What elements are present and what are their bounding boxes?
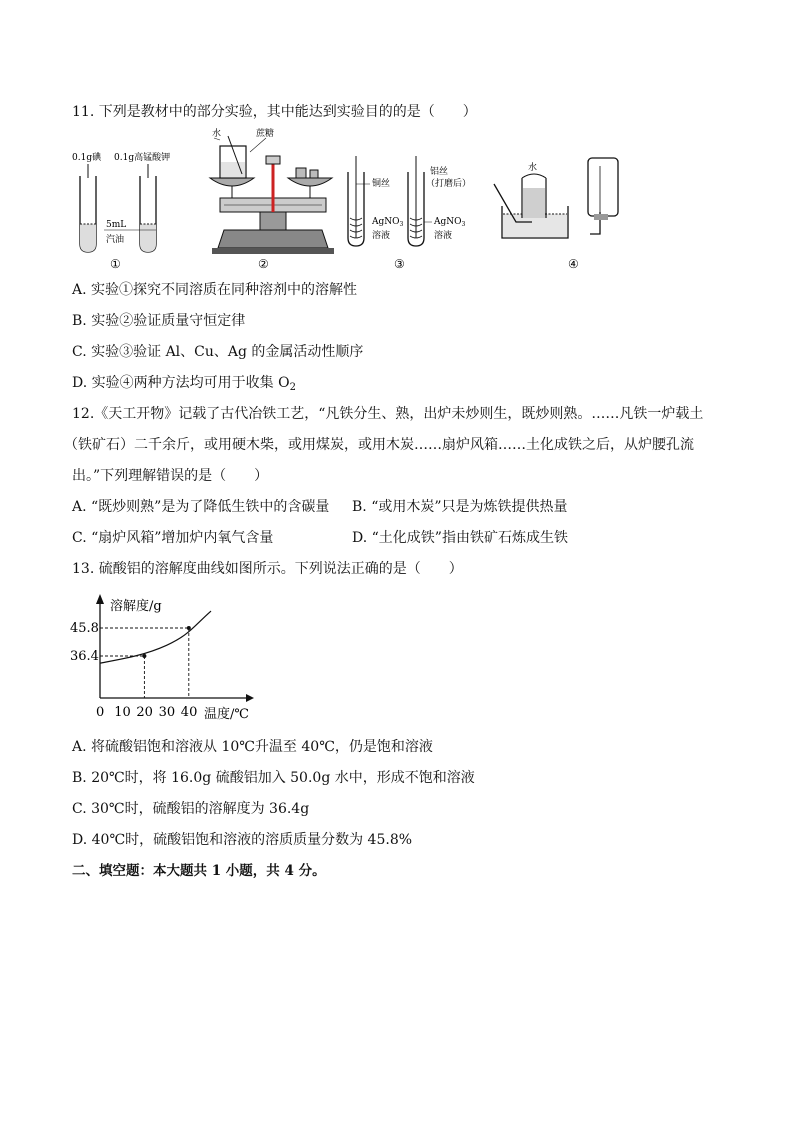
q11-option-a[interactable]: A. 实验①探究不同溶质在同种溶剂中的溶解性 — [72, 282, 358, 298]
exp2-label-a: 水 — [212, 129, 222, 139]
exp4-label-water: 水 — [528, 163, 538, 173]
q12-option-c[interactable]: C. “扇炉风箱”增加炉内氧气含量 — [72, 530, 274, 546]
q13-stem: 13. 硫酸铝的溶解度曲线如图所示。下列说法正确的是（ ） — [72, 561, 463, 577]
solubility-chart — [70, 590, 270, 725]
exp1-label-b: 0.1g高锰酸钾 — [114, 153, 171, 163]
q13-option-c[interactable]: C. 30℃时，硫酸铝的溶解度为 36.4g — [72, 801, 310, 817]
q12-stem-line1: 12.《天工开物》记载了古代冶铁工艺，“凡铁分生、熟，出炉未炒则生，既炒则熟。……凡铁一炉载土 — [72, 406, 704, 422]
q12-option-d[interactable]: D. “土化成铁”指由铁矿石炼成生铁 — [352, 530, 568, 546]
exp4-figure — [494, 158, 618, 271]
exp2-label-b: 蔗糖 — [256, 129, 275, 139]
exp1-label-d: 汽油 — [106, 235, 125, 245]
exp2-figure — [210, 127, 334, 271]
exp4-number: ④ — [568, 257, 579, 271]
q11-option-b[interactable]: B. 实验②验证质量守恒定律 — [72, 313, 246, 329]
x-tick-label-30: 30 — [158, 705, 176, 720]
exp2-number: ② — [258, 257, 269, 271]
exp3-agno3-a: AgNO$_3$ — [372, 217, 404, 228]
x-tick-label-0: 0 — [96, 705, 105, 720]
exp3-label-al2: （打磨后） — [426, 179, 472, 189]
exp3-agno3-b: AgNO$_3$ — [434, 217, 466, 228]
exp1-label-c: 5mL — [106, 220, 127, 230]
q13-option-d[interactable]: D. 40℃时，硫酸铝饱和溶液的溶质质量分数为 45.8% — [72, 832, 413, 848]
q12-option-a[interactable]: A. “既炒则熟”是为了降低生铁中的含碳量 — [72, 499, 330, 515]
x-tick-label-10: 10 — [114, 705, 131, 720]
exp3-sol-a: 溶液 — [372, 231, 391, 241]
q11-stem: 11. 下列是教材中的部分实验，其中能达到实验目的的是（ ） — [72, 104, 477, 120]
solubility-curve — [100, 611, 211, 663]
y-axis-label: 溶解度/g — [110, 599, 162, 614]
exp3-sol-b: 溶液 — [434, 231, 453, 241]
y-axis-arrow — [96, 594, 104, 604]
exp3-number: ③ — [394, 257, 405, 271]
exp1-figure — [72, 151, 170, 271]
x-tick-label-40: 40 — [180, 705, 198, 720]
data-point-40 — [187, 626, 191, 630]
y-tick-label-36.4: 36.4 — [70, 649, 99, 664]
exp3-label-cu: 铜丝 — [372, 179, 391, 189]
x-axis-label: 温度/℃ — [204, 707, 249, 722]
section-2-heading: 二、填空题：本大题共 1 小题，共 4 分。 — [72, 863, 326, 879]
exp3-figure — [348, 156, 471, 271]
y-tick-label-45.8: 45.8 — [70, 621, 99, 636]
q11-option-d[interactable]: D. 实验④两种方法均可用于收集 $O_2$ — [72, 375, 296, 393]
q12-stem-line2: （铁矿石）二千余斤，或用硬木柴，或用煤炭，或用木炭……扇炉风箱……土化成铁之后，从炉腰孔流 — [64, 437, 694, 453]
data-point-20 — [142, 654, 146, 658]
q13-option-b[interactable]: B. 20℃时，将 16.0g 硫酸铝加入 50.0g 水中，形成不饱和溶液 — [72, 770, 475, 786]
x-axis-arrow — [246, 694, 254, 702]
exp1-label-a: 0.1g碘 — [72, 153, 102, 163]
q11-figure — [70, 126, 630, 276]
q11-option-c[interactable]: C. 实验③验证 Al、Cu、Ag 的金属活动性顺序 — [72, 344, 364, 360]
x-tick-label-20: 20 — [136, 705, 153, 720]
q12-option-b[interactable]: B. “或用木炭”只是为炼铁提供热量 — [352, 499, 568, 515]
q13-option-a[interactable]: A. 将硫酸铝饱和溶液从 10℃升温至 40℃，仍是饱和溶液 — [72, 739, 433, 755]
q12-stem-line3: 出。”下列理解错误的是（ ） — [72, 468, 269, 484]
exp3-label-al: 铝丝 — [430, 167, 449, 177]
exp1-number: ① — [110, 257, 121, 271]
